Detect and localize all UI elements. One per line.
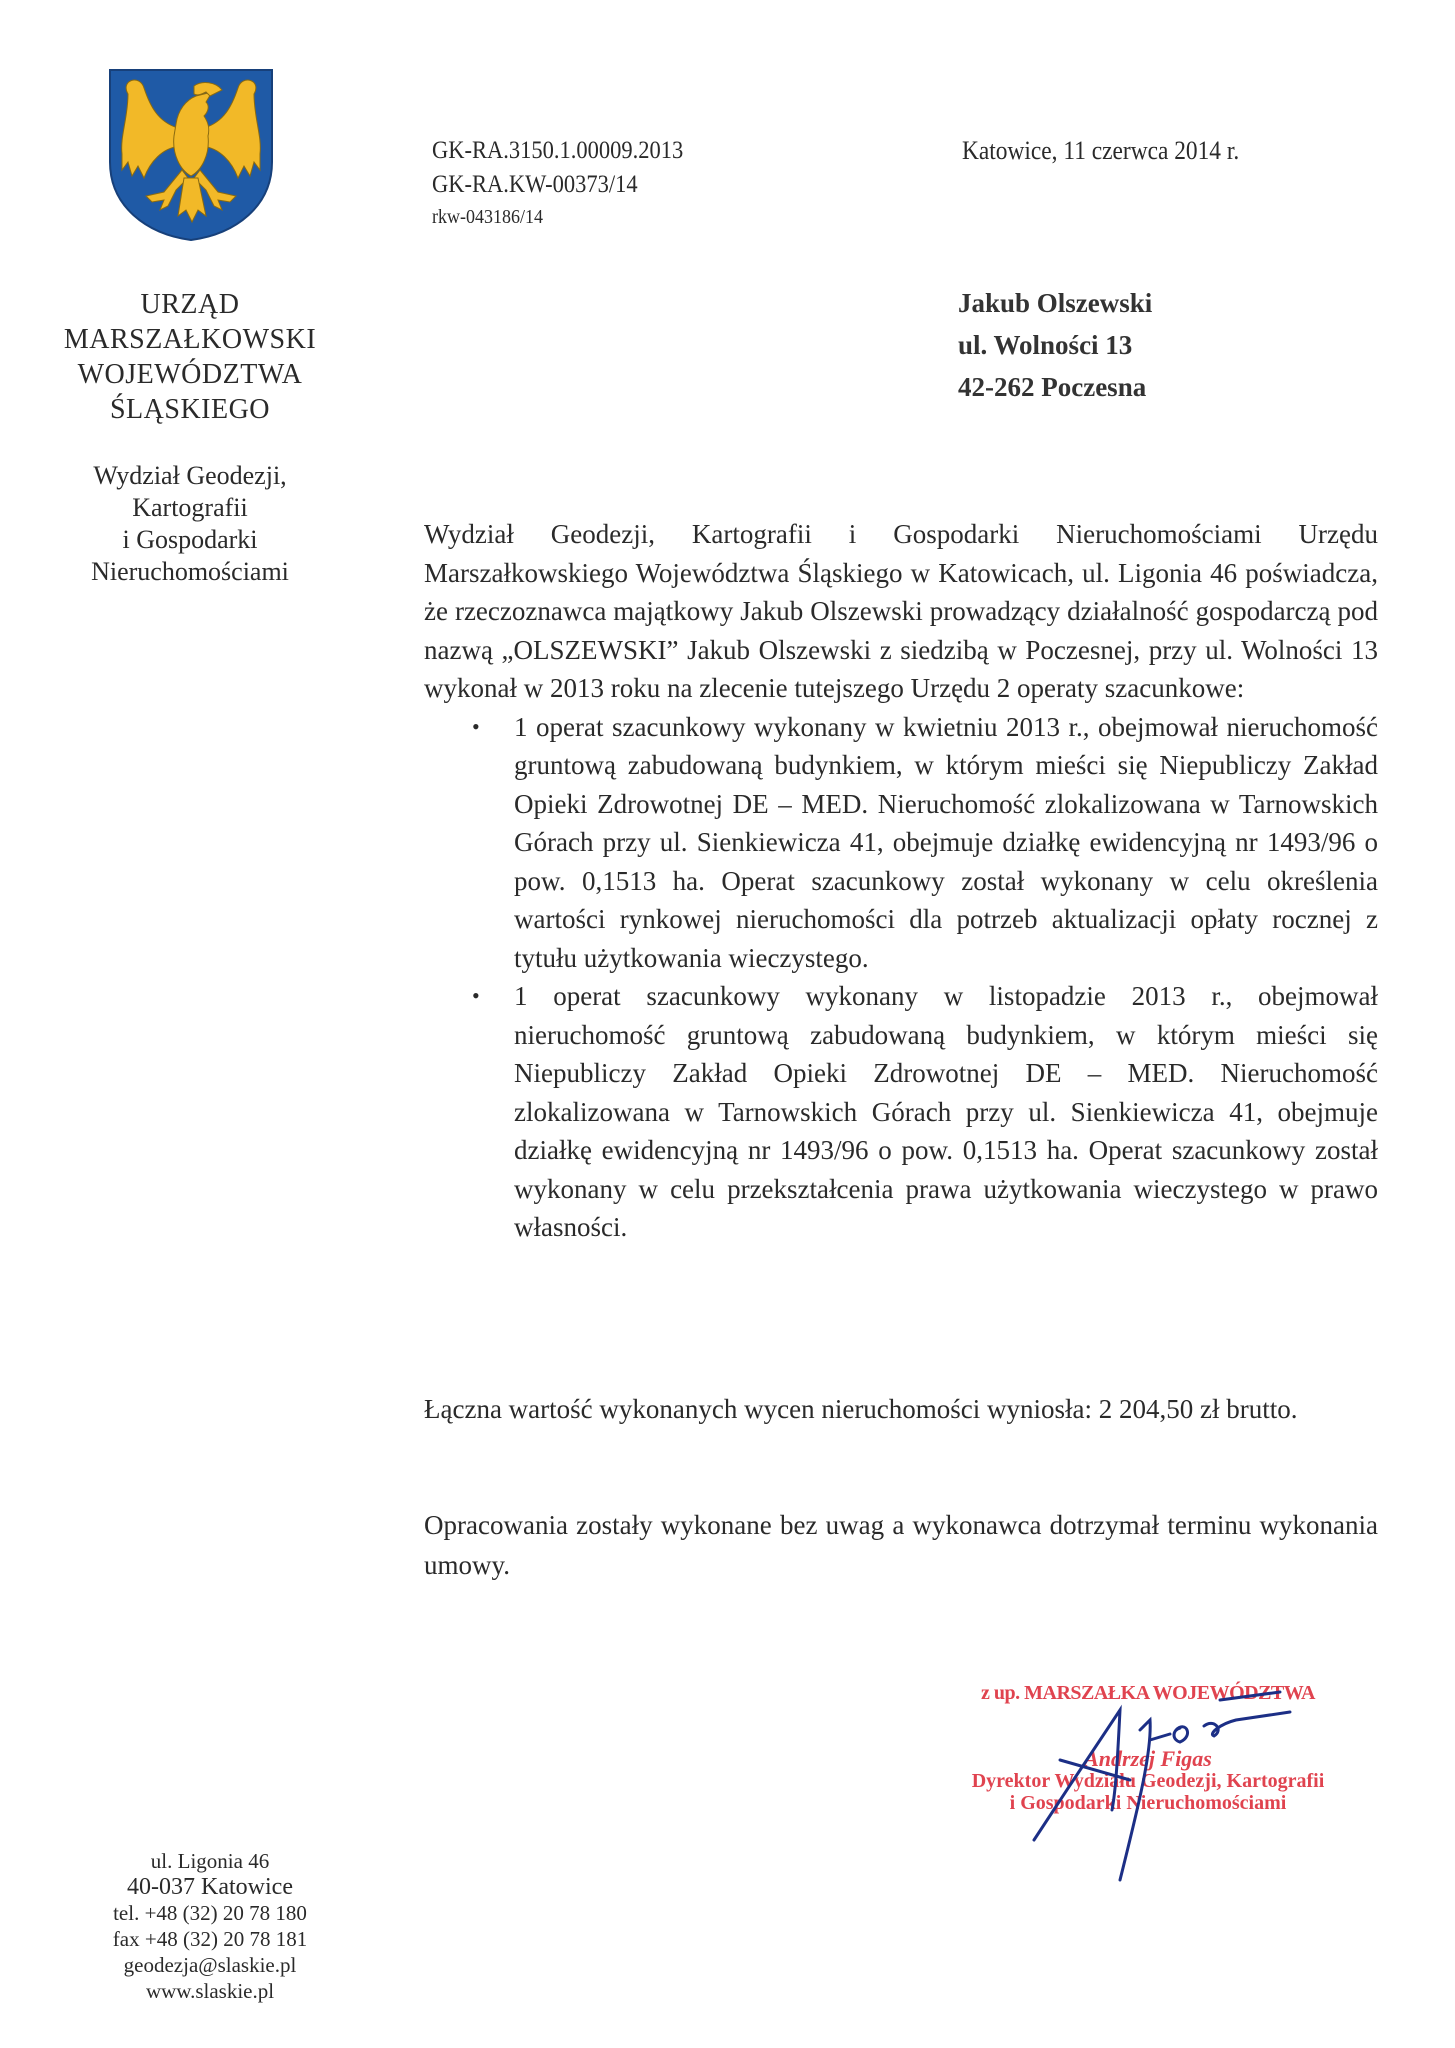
stamp-title: Dyrektor Wydziału Geodezji, Kartografii	[971, 1770, 1325, 1792]
department-line: Wydział Geodezji,	[93, 461, 287, 490]
bullet-icon: •	[472, 713, 480, 739]
closing-paragraph: Opracowania zostały wykonane bez uwag a wykonawca dotrzymał terminu wykonania umowy.	[424, 1510, 1378, 1580]
date-line: Katowice, 11 czerwca 2014 r.	[962, 136, 1240, 165]
list-item	[424, 708, 1378, 978]
department-line: Nieruchomościami	[91, 557, 289, 586]
office-line: ŚLĄSKIEGO	[109, 394, 271, 425]
list-item	[424, 977, 1378, 1247]
department-line: Kartografii	[132, 493, 248, 522]
letter-body	[424, 515, 1378, 1247]
office-line: WOJEWÓDZTWA	[77, 359, 303, 390]
footer-street: ul. Ligonia 46	[150, 1849, 270, 1873]
silesian-eagle-crest-icon	[106, 66, 276, 242]
footer-email-link[interactable]: geodezja@slaskie.pl	[123, 1953, 297, 1977]
recipient-name: Jakub Olszewski	[958, 288, 1153, 318]
list-item-text: 1 operat szacunkowy wykonany w listopadzie 2013 r., obejmował nieruchomość gruntową zabudowaną budynkiem, w którym mieści się Niepubliczy Zakład Opieki Zdrowotnej DE – MED. Nieruchomość zlokalizowana w Tarnowskich Górach przy ul. Sienkiewicza 41, obejmuje działkę ewidencyjną nr 1493/96 o pow. 0,1513 ha. Operat szacunkowy został wykonany w celu przekształcenia prawa użytkowania wieczystego w prawo własności.	[514, 981, 1378, 1242]
intro-paragraph: Wydział Geodezji, Kartografii i Gospodarki Nieruchomościami Urzędu Marszałkowskiego Województwa Śląskiego w Katowicach, ul. Ligonia 46 poświadcza, że rzeczoznawca majątkowy Jakub Olszewski prowadzący działalność gospodarczą pod nazwą „OLSZEWSKI” Jakub Olszewski z siedzibą w Poczesnej, przy ul. Wolności 13 wykonał w 2013 roku na zlecenie tutejszego Urzędu 2 operaty szacunkowe:	[424, 519, 1378, 703]
handwritten-signature-icon	[1000, 1690, 1320, 1890]
footer-fax: fax +48 (32) 20 78 181	[112, 1927, 308, 1951]
recipient-address	[958, 282, 1152, 408]
reference-kw-number: GK-RA.KW-00373/14	[432, 171, 638, 198]
reference-numbers	[432, 134, 683, 232]
footer-phone: tel. +48 (32) 20 78 180	[113, 1901, 307, 1925]
appraisal-list	[424, 708, 1378, 1247]
stamp-authorization: z up. MARSZAŁKA WOJEWÓDZTWA	[981, 1682, 1315, 1704]
footer-contact	[70, 1848, 350, 2004]
stamp-signatory-name: Andrzej Figas	[1084, 1746, 1212, 1771]
office-name	[30, 287, 350, 427]
office-line: URZĄD	[140, 289, 240, 320]
recipient-street: ul. Wolności 13	[958, 330, 1133, 360]
reference-case-number: GK-RA.3150.1.00009.2013	[432, 137, 684, 164]
bullet-icon: •	[472, 983, 480, 1008]
total-value-paragraph: Łączna wartość wykonanych wycen nieruchomości wyniosła: 2 204,50 zł brutto.	[424, 1394, 1298, 1424]
list-item-text: 1 operat szacunkowy wykonany w kwietniu 2013 r., obejmował nieruchomość gruntową zabudowaną budynkiem, w którym mieści się Niepubliczy Zakład Opieki Zdrowotnej DE – MED. Nieruchomość zlokalizowana w Tarnowskich Górach przy ul. Sienkiewicza 41, obejmuje działkę ewidencyjną nr 1493/96 o pow. 0,1513 ha. Operat szacunkowy został wykonany w celu określenia wartości rynkowej nieruchomości dla potrzeb aktualizacji opłaty rocznej z tytułu użytkowania wieczystego.	[514, 711, 1378, 973]
office-line: MARSZAŁKOWSKI	[63, 324, 317, 355]
reference-rkw-number: rkw-043186/14	[432, 206, 543, 228]
department-line: i Gospodarki	[122, 525, 258, 554]
stamp-department: i Gospodarki Nieruchomościami	[1009, 1792, 1287, 1814]
department-name	[30, 460, 350, 588]
footer-city: 40-037 Katowice	[127, 1874, 293, 1900]
footer-website-link[interactable]: www.slaskie.pl	[145, 1979, 275, 2003]
recipient-city: 42-262 Poczesna	[958, 372, 1147, 402]
